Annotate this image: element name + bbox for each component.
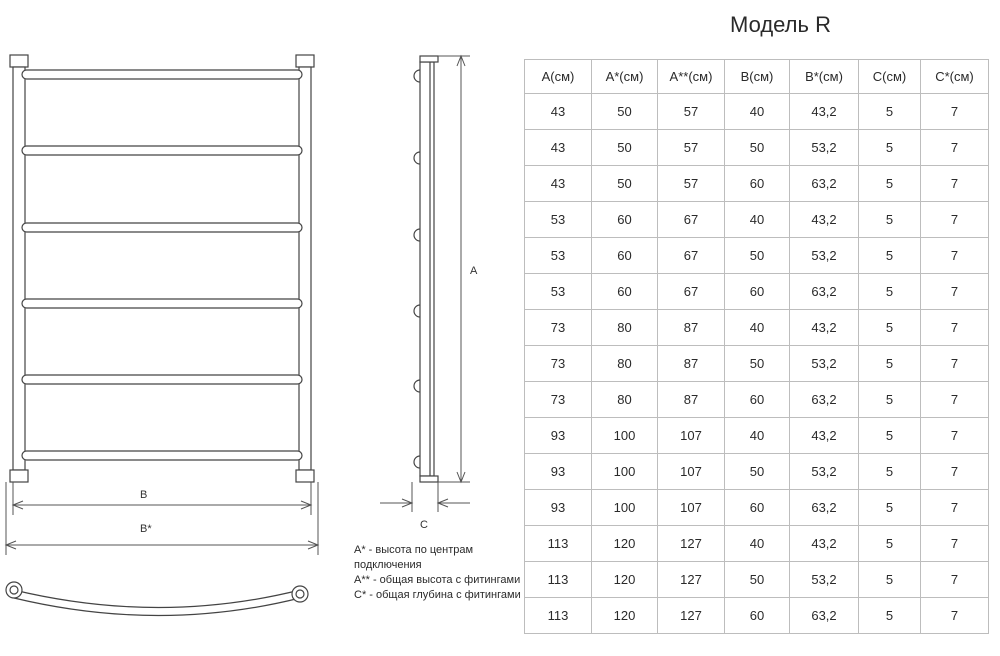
table-cell: 53,2 [790,562,859,598]
table-row [525,274,989,310]
table-cell: 5 [859,598,921,634]
label-b: B [140,489,148,501]
column-header: A**(см) [658,60,725,94]
table-cell: 60 [725,598,790,634]
table-row [525,346,989,382]
column-header: B*(см) [790,60,859,94]
table-cell: 53,2 [790,454,859,490]
table-cell: 43,2 [790,202,859,238]
table-cell: 5 [859,202,921,238]
table-cell: 93 [525,418,592,454]
front-view [10,55,314,482]
table-cell: 5 [859,94,921,130]
table-cell: 7 [921,202,989,238]
table-row [525,382,989,418]
table-cell: 107 [658,490,725,526]
table-cell: 63,2 [790,598,859,634]
table-cell: 7 [921,490,989,526]
dimension-a [438,56,470,482]
table-cell: 5 [859,526,921,562]
table-row [525,238,989,274]
table-cell: 5 [859,454,921,490]
table-cell: 5 [859,130,921,166]
table-cell: 5 [859,382,921,418]
column-header: A*(см) [592,60,658,94]
legend-item: C* - общая глубина с фитингами [354,589,521,601]
table-cell: 63,2 [790,166,859,202]
table-row [525,490,989,526]
table-cell: 87 [658,346,725,382]
table-cell: 7 [921,562,989,598]
label-c: C [420,519,428,531]
table-cell: 63,2 [790,274,859,310]
table-cell: 5 [859,274,921,310]
table-cell: 67 [658,202,725,238]
table-cell: 50 [592,94,658,130]
table-cell: 107 [658,418,725,454]
table-cell: 40 [725,94,790,130]
table-cell: 63,2 [790,382,859,418]
table-cell: 53 [525,202,592,238]
table-cell: 43 [525,130,592,166]
table-cell: 87 [658,310,725,346]
table-cell: 120 [592,526,658,562]
table-cell: 127 [658,526,725,562]
table-cell: 60 [725,166,790,202]
top-view [6,582,308,616]
table-cell: 53,2 [790,238,859,274]
table-row [525,598,989,634]
legend [354,543,524,603]
table-row [525,130,989,166]
table-cell: 127 [658,562,725,598]
table-cell: 53,2 [790,130,859,166]
column-header: C(см) [859,60,921,94]
table-cell: 113 [525,598,592,634]
table-cell: 7 [921,526,989,562]
table-cell: 73 [525,382,592,418]
table-cell: 7 [921,310,989,346]
table-cell: 67 [658,238,725,274]
table-cell: 7 [921,382,989,418]
table-cell: 53 [525,238,592,274]
side-view [414,56,438,482]
table-cell: 60 [592,202,658,238]
table-row [525,562,989,598]
table-cell: 100 [592,454,658,490]
table-cell: 43,2 [790,418,859,454]
table-cell: 40 [725,418,790,454]
legend-item: A** - общая высота с фитингами [354,574,521,586]
table-header-row [525,60,989,94]
table-cell: 113 [525,562,592,598]
table-cell: 93 [525,490,592,526]
table-cell: 7 [921,94,989,130]
table-cell: 93 [525,454,592,490]
table-cell: 43,2 [790,310,859,346]
table-cell: 50 [592,130,658,166]
table-cell: 60 [725,382,790,418]
table-cell: 120 [592,562,658,598]
table-cell: 43 [525,166,592,202]
table-cell: 7 [921,418,989,454]
table-cell: 53 [525,274,592,310]
column-header: C*(см) [921,60,989,94]
table-body [525,94,989,634]
table-cell: 7 [921,166,989,202]
table-cell: 43 [525,94,592,130]
table-cell: 80 [592,310,658,346]
column-header: A(см) [525,60,592,94]
table-cell: 100 [592,490,658,526]
table-cell: 5 [859,418,921,454]
table-cell: 43,2 [790,526,859,562]
table-cell: 113 [525,526,592,562]
table-row [525,202,989,238]
model-title: Модель R [730,12,831,37]
table-cell: 43,2 [790,94,859,130]
table-cell: 50 [592,166,658,202]
table-cell: 50 [725,454,790,490]
table-cell: 40 [725,526,790,562]
table-row [525,94,989,130]
table-cell: 127 [658,598,725,634]
table-cell: 50 [725,562,790,598]
table-cell: 53,2 [790,346,859,382]
table-cell: 80 [592,382,658,418]
table-cell: 7 [921,454,989,490]
table-cell: 7 [921,598,989,634]
table-row [525,526,989,562]
table-cell: 80 [592,346,658,382]
table-cell: 5 [859,490,921,526]
table-row [525,418,989,454]
column-header: B(см) [725,60,790,94]
table-cell: 60 [592,238,658,274]
table-cell: 57 [658,130,725,166]
table-cell: 50 [725,130,790,166]
table-row [525,166,989,202]
table-cell: 120 [592,598,658,634]
table-cell: 5 [859,562,921,598]
table-cell: 60 [725,490,790,526]
table-cell: 57 [658,166,725,202]
table-cell: 50 [725,238,790,274]
dimensions-table [524,59,989,634]
table-row [525,310,989,346]
table-cell: 60 [592,274,658,310]
table-cell: 40 [725,310,790,346]
table-cell: 67 [658,274,725,310]
table-cell: 40 [725,202,790,238]
table-row [525,454,989,490]
table-cell: 7 [921,274,989,310]
legend-item: A* - высота по центрам подключения [354,544,474,571]
table-cell: 7 [921,346,989,382]
table-cell: 100 [592,418,658,454]
table-cell: 7 [921,238,989,274]
table-cell: 73 [525,346,592,382]
dimension-b [6,482,318,555]
table-cell: 7 [921,130,989,166]
table-cell: 5 [859,166,921,202]
table-cell: 5 [859,346,921,382]
table-cell: 107 [658,454,725,490]
table-cell: 87 [658,382,725,418]
table-cell: 5 [859,310,921,346]
table-cell: 57 [658,94,725,130]
label-a: A [470,265,478,277]
dimension-c [380,482,470,512]
table-cell: 50 [725,346,790,382]
table-cell: 60 [725,274,790,310]
table-cell: 5 [859,238,921,274]
label-b-star: B* [140,523,152,535]
table-cell: 63,2 [790,490,859,526]
table-cell: 73 [525,310,592,346]
